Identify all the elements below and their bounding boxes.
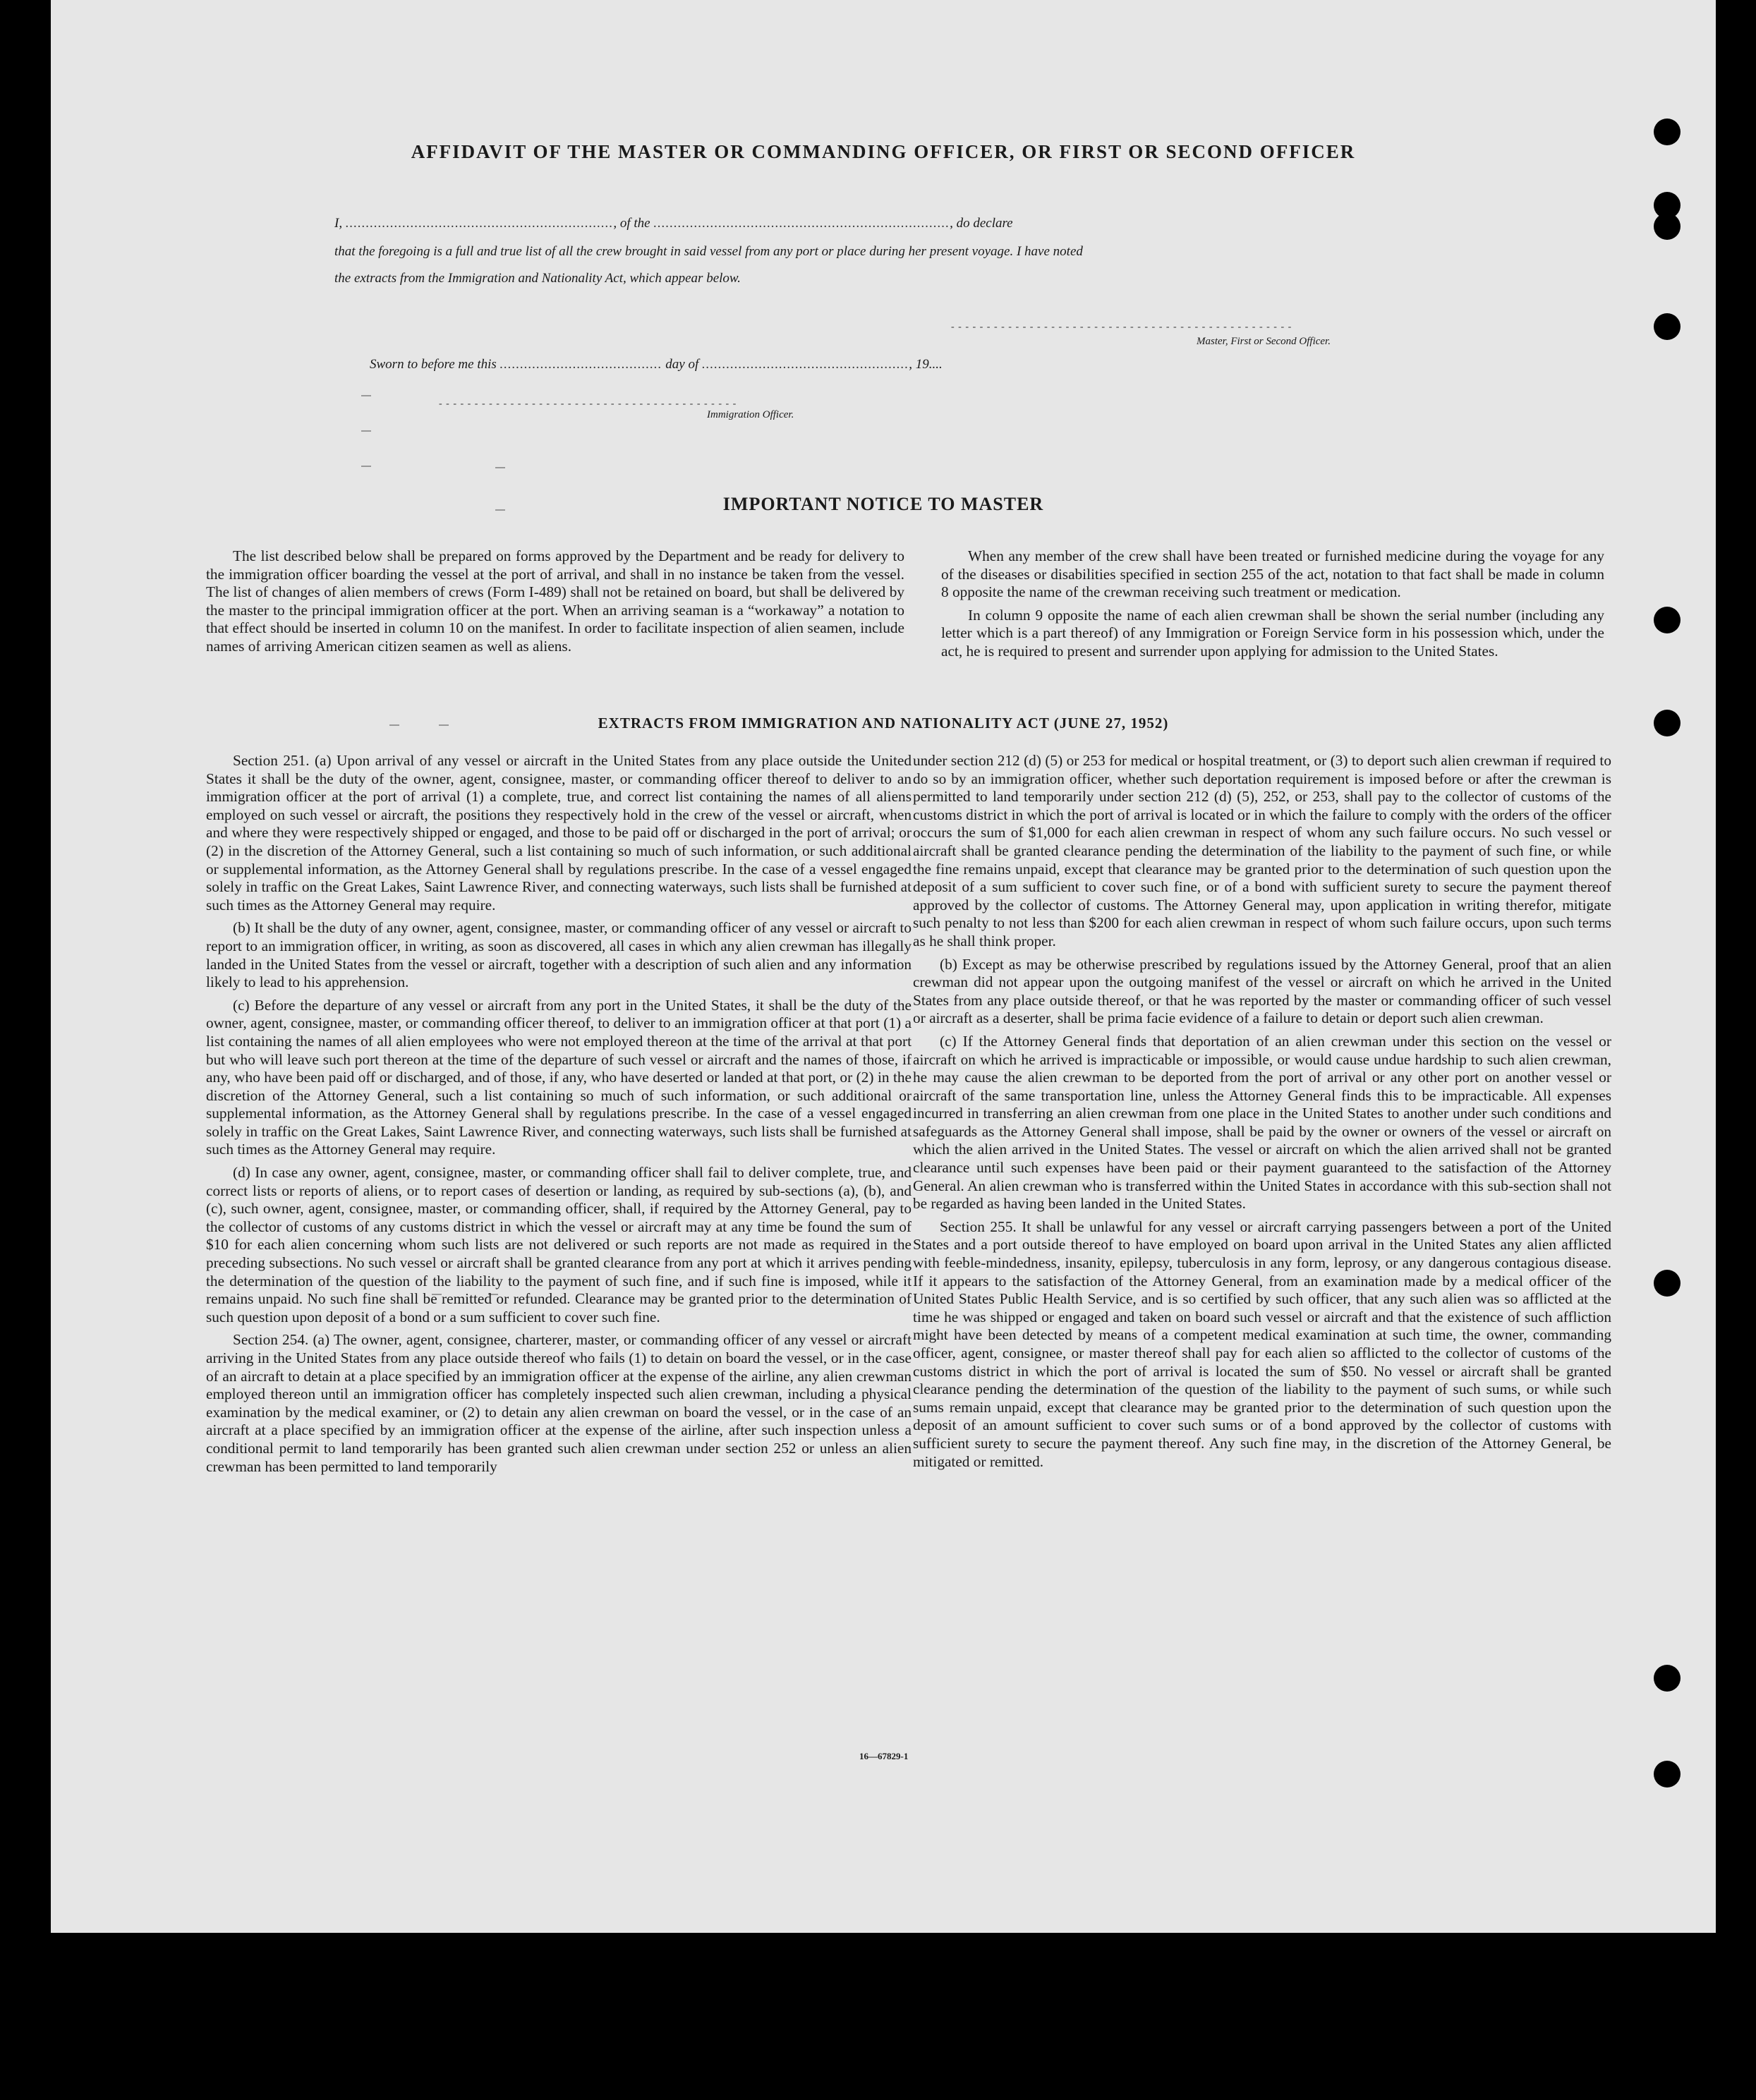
notice-paragraph: The list described below shall be prepared on forms approved by the Department and be ready for delivery to the immigration officer boarding the vessel at the port of arrival, and shall in no instance be taken from the vessel. The list of changes of alien members of crews (Form I-489) shall not be retained on board, but shall be delivered by the master to the principal immigration officer at the port. When an arriving seaman is a “workaway” a notation to that effect should be inserted in column 10 on the manifest. In order to facilitate inspection of alien seamen, include names of arriving American citizen seamen as well as aliens.	[206, 547, 904, 655]
section-254-a-continued: under section 212 (d) (5) or 253 for medical or hospital treatment, or (3) to deport such alien crewman if required to do so by an immigration officer, whether such deportation requirement is imposed before or after the crewman is permitted to land temporarily under section 212 (d) (5), 252, or 253, shall pay to the collector of customs of the customs district in which the port of arrival is located or in which the failure to comply with the orders of the officer occurs the sum of $1,000 for each alien crewman in respect of whom any such failure occurs. No such vessel or aircraft shall be granted clearance pending the determination of the liability to the payment of such fine, or while the fine remains unpaid, except that clearance may be granted prior to the determination of such question upon the deposit of a sum sufficient to cover such fine, or of a bond with sufficient surety to secure the payment thereof approved by the collector of customs. The Attorney General may, upon application in writing therefor, mitigate such penalty to not less than $200 for each alien crewman in respect of whom such failure occurs, upon such terms as he shall think proper.	[913, 752, 1611, 949]
declaration-do-declare: , do declare	[950, 216, 1013, 231]
sworn-day-blank[interactable]: ........................................	[499, 357, 662, 372]
master-signature-label: Master, First or Second Officer.	[1197, 336, 1331, 347]
extracts-title: EXTRACTS FROM IMMIGRATION AND NATIONALITY ACT (JUNE 27, 1952)	[598, 715, 1169, 732]
notice-paragraph: When any member of the crew shall have been treated or furnished medicine during the voyage for any of the diseases or disabilities specified in section 255 of the act, notation to that fact shall be made in column 8 opposite the name of the crewman receiving such treatment or medication.	[941, 547, 1604, 601]
binder-hole	[1654, 1665, 1681, 1692]
binder-hole	[1654, 710, 1681, 736]
binder-hole	[1654, 119, 1681, 145]
vessel-blank[interactable]: .........................................................................	[653, 216, 950, 231]
extracts-right-column	[913, 752, 1611, 1476]
sworn-line	[370, 357, 943, 372]
notice-left-column	[206, 547, 904, 661]
section-251-a: Section 251. (a) Upon arrival of any vessel or aircraft in the United States from any place outside the United States it shall be the duty of the owner, agent, consignee, master, or commanding officer thereof to deliver to an immigration officer at the port of arrival (1) a complete, true, and correct list containing the names of all aliens employed on such vessel or aircraft, the positions they respectively hold in the crew of the vessel or aircraft, when and where they were respectively shipped or engaged, and those to be paid off or discharged in the port of arrival; or (2) in the discretion of the Attorney General, such a list containing so much of such information, or such additional or supplemental information, as the Attorney General shall by regulations prescribe. In the case of a vessel engaged solely in traffic on the Great Lakes, Saint Lawrence River, and connecting waterways, such lists shall be furnished at such times as the Attorney General may require.	[206, 752, 912, 914]
officer-signature-line[interactable]: - - - - - - - - - - - - - - - - - - - - - - - - - - - - - - - - - - - - - - - - - -	[439, 399, 737, 409]
declaration-line-3: the extracts from the Immigration and Nationality Act, which appear below.	[334, 271, 741, 286]
year-blank[interactable]: , 19....	[909, 357, 943, 372]
form-code: 16—67829-1	[859, 1751, 909, 1761]
notice-title: IMPORTANT NOTICE TO MASTER	[722, 494, 1044, 514]
declaration-of-the: , of the	[613, 216, 650, 231]
notice-paragraph: In column 9 opposite the name of each alien crewman shall be shown the serial number (including any letter which is a part thereof) of any Immigration or Foreign Service form in his possession which, under the act, he is required to present and surrender upon applying for admission to the United States.	[941, 606, 1604, 660]
section-254-b: (b) Except as may be otherwise prescribed by regulations issued by the Attorney General, proof that an alien crewman did not appear upon the outgoing manifest of the vessel or aircraft on which he arrived in the United States from any place outside thereof, or that he was reported by the master or commanding officer of such vessel or aircraft as a deserter, shall be prima facie evidence of a failure to detain or deport such alien crewman.	[913, 955, 1611, 1027]
binder-hole	[1654, 313, 1681, 340]
section-251-d: (d) In case any owner, agent, consignee, master, or commanding officer shall fail to deliver complete, true, and correct lists or reports of aliens, or to report cases of desertion or landing, as required by sub-sections (a), (b), and (c), such owner, agent, consignee, master, or commanding officer, shall, if required by the Attorney General, pay to the collector of customs of any customs district in which the vessel or aircraft may at any time be found the sum of $10 for each alien concerning whom such lists are not delivered or such reports are not made as required in the preceding subsections. No such vessel or aircraft shall be granted clearance from any port at which it arrives pending the determination of the question of the liability to the payment of such fine, and if such fine is imposed, while it remains unpaid. No such fine shall be remitted or refunded. Clearance may be granted prior to the determination of such question upon deposit of a bond or a sum sufficient to cover such fine.	[206, 1164, 912, 1325]
form-page	[51, 0, 1716, 1933]
binder-hole	[1654, 1761, 1681, 1788]
binder-hole	[1654, 213, 1681, 240]
binder-hole	[1654, 607, 1681, 633]
declaration-line-2: that the foregoing is a full and true list of all the crew brought in said vessel from any port or place during her present voyage. I have noted	[334, 244, 1083, 259]
extracts-left-column	[206, 752, 912, 1481]
section-254-c: (c) If the Attorney General finds that deportation of an alien crewman under this section on the vessel or aircraft on which he arrived is impracticable or impossible, or would cause undue hardship to such alien crewman, he may cause the alien crewman to be deported from the port of arrival or any other port on another vessel or aircraft of the same transportation line, unless the Attorney General finds this to be impracticable. All expenses incurred in transferring an alien crewman from one place in the United States to another under such conditions and safeguards as the Attorney General shall impose, shall be paid by the owner or owners of the vessel or aircraft on which the alien arrived in the United States. The vessel or aircraft on which the alien arrived shall not be granted clearance until such expenses have been paid or their payment guaranteed to the satisfaction of the Attorney General. An alien crewman who is transferred within the United States in accordance with this sub-section shall not be regarded as having been landed in the United States.	[913, 1032, 1611, 1213]
officer-signature-label: Immigration Officer.	[707, 409, 794, 420]
binder-hole	[1654, 1270, 1681, 1297]
sworn-label: Sworn to before me this	[370, 357, 497, 372]
declaration-i: I,	[334, 216, 343, 231]
declaration-line-1	[334, 216, 1013, 231]
section-251-c: (c) Before the departure of any vessel or aircraft from any port in the United States, it shall be the duty of the owner, agent, consignee, master, or commanding officer thereof, to deliver to an immigration officer at that port (1) a list containing the names of all alien employees who were not employed thereon at the time of the arrival at that port but who will leave such port thereon at the time of the departure of such vessel or aircraft and the names of those, if any, who have been paid off or discharged, and of those, if any, who have deserted or landed at that port, or (2) in the discretion of the Attorney General, such a list containing so much of such information, or such additional or supplemental information, as the Attorney General shall by regulations prescribe. In the case of a vessel engaged solely in traffic on the Great Lakes, Saint Lawrence River, and connecting waterways, such lists shall be furnished at such times as the Attorney General may require.	[206, 996, 912, 1158]
master-signature-line[interactable]: - - - - - - - - - - - - - - - - - - - - - - - - - - - - - - - - - - - - - - - - - - - - - - - -	[951, 322, 1292, 332]
section-251-b: (b) It shall be the duty of any owner, agent, consignee, master, or commanding officer of any vessel or aircraft to report to an immigration officer, in writing, as soon as discovered, all cases in which any alien crewman has illegally landed in the United States from the vessel or aircraft, together with a description of such alien and any information likely to lead to his apprehension.	[206, 919, 912, 991]
section-254-a: Section 254. (a) The owner, agent, consignee, charterer, master, or commanding officer of any vessel or aircraft arriving in the United States from any place outside thereof who fails (1) to detain on board the vessel, or in the case of an aircraft to detain at a place specified by an immigration officer at the expense of the airline, any alien crewman employed thereon until an immigration officer has completely inspected such alien crewman, including a physical examination by the medical examiner, or (2) to detain any alien crewman on board the vessel, or in the case of an aircraft at a place specified by an immigration officer at the expense of the airline, after such inspection unless a conditional permit to land temporarily has been granted such alien crewman under section 252 or unless an alien crewman has been permitted to land temporarily	[206, 1331, 912, 1475]
affidavit-title: AFFIDAVIT OF THE MASTER OR COMMANDING OFFICER, OR FIRST OR SECOND OFFICER	[411, 141, 1356, 162]
month-blank[interactable]: ...................................................	[702, 357, 909, 372]
day-of-label: day of	[665, 357, 699, 372]
section-255: Section 255. It shall be unlawful for any vessel or aircraft carrying passengers between a port of the United States and a port outside thereof to have employed on board upon arrival in the United States any alien afflicted with feeble-mindedness, insanity, epilepsy, tuberculosis in any form, leprosy, or any dangerous contagious disease. If it appears to the satisfaction of the Attorney General, from an examination made by a medical officer of the United States Public Health Service, and is so certified by such officer, that any such alien was so afflicted at the time he was shipped or engaged and taken on board such vessel or aircraft and that the existence of such affliction might have been detected by means of a competent medical examination at such time, the owner, commanding officer, agent, consignee, or master thereof shall pay for each alien so afflicted to the collector of customs of the customs district in which the port of arrival is located the sum of $50. No vessel or aircraft shall be granted clearance pending the determination of the question of the liability to the payment of such sums, or while such sums remain unpaid, except that clearance may be granted prior to the determination of such question upon the deposit of an amount sufficient to cover such sums or of a bond approved by the collector of customs with sufficient surety to secure the payment thereof. Any such fine may, in the discretion of the Attorney General, be mitigated or remitted.	[913, 1218, 1611, 1470]
name-blank[interactable]: ..................................................................	[345, 216, 614, 231]
notice-right-column	[941, 547, 1604, 666]
